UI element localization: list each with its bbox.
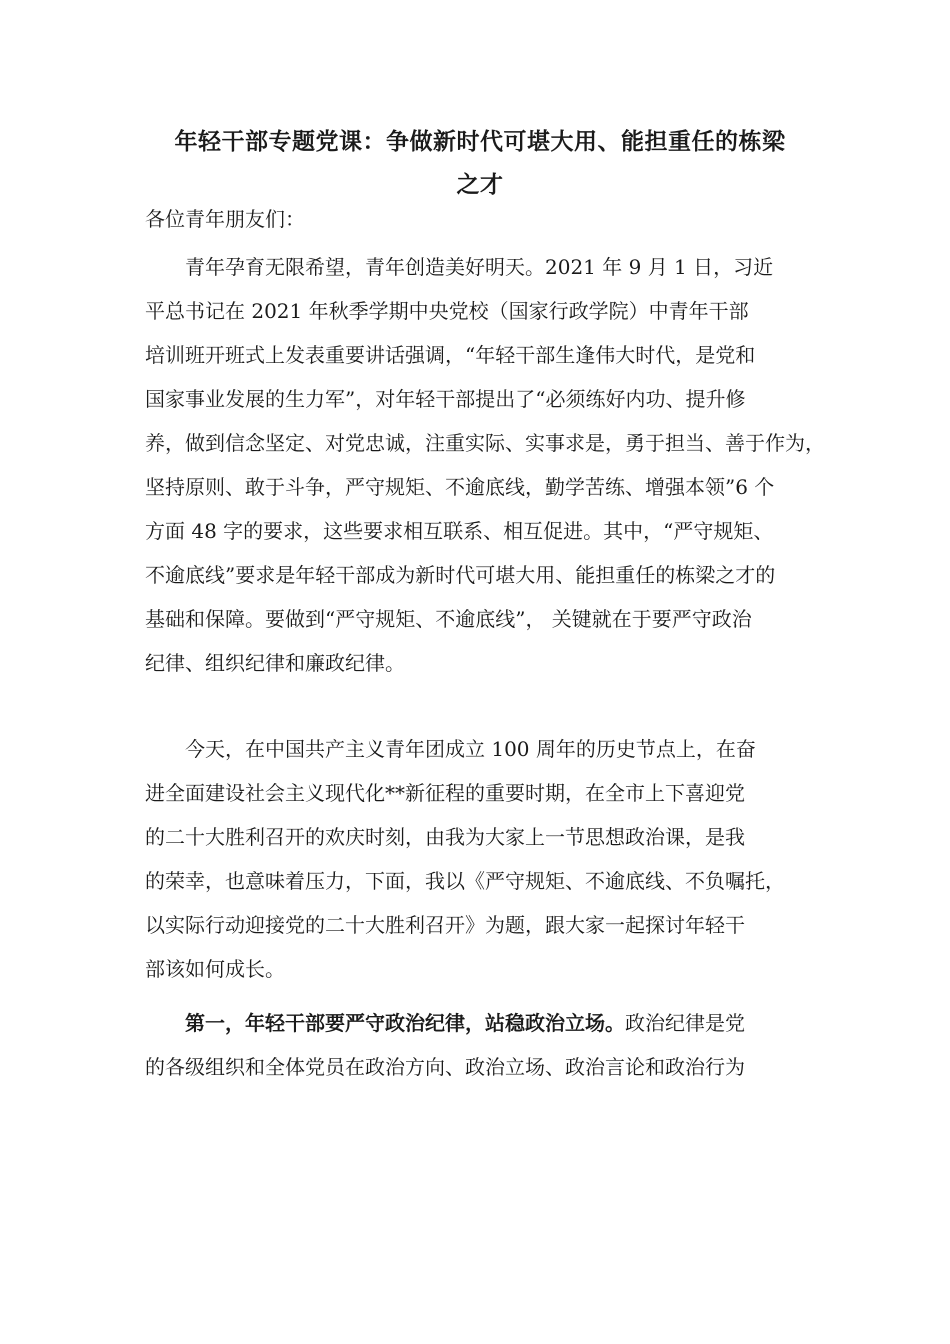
- document-title: [140, 120, 820, 206]
- paragraph-1-line: 国家事业发展的生力军”，对年轻干部提出了“必须练好内功、提升修: [145, 387, 746, 411]
- paragraph-1-line: 青年孕育无限希望，青年创造美好明天。2021 年 9 月 1 日，习近: [145, 255, 774, 279]
- paragraph-2-line: 的二十大胜利召开的欢庆时刻，由我为大家上一节思想政治课，是我: [145, 825, 745, 849]
- paragraph-2-line: 以实际行动迎接党的二十大胜利召开》为题，跟大家一起探讨年轻干: [145, 913, 745, 937]
- salutation: 各位青年朋友们：: [145, 207, 305, 231]
- paragraph-2-line: 的荣幸，也意味着压力，下面，我以《严守规矩、不逾底线、不负嘱托，: [145, 869, 785, 893]
- paragraph-1-line: 平总书记在 2021 年秋季学期中央党校（国家行政学院）中青年干部: [145, 299, 749, 323]
- paragraph-1: [145, 245, 835, 685]
- paragraph-2-line: 今天，在中国共产主义青年团成立 100 周年的历史节点上，在奋: [145, 737, 756, 761]
- paragraph-3-line: [145, 1001, 835, 1045]
- paragraph-2-line: 部该如何成长。: [145, 957, 285, 981]
- section-heading: 第一，年轻干部要严守政治纪律，站稳政治立场。: [145, 1011, 625, 1035]
- paragraph-1-line: 养，做到信念坚定、对党忠诚，注重实际、实事求是，勇于担当、善于作为，: [145, 431, 825, 455]
- paragraph-1-line: 培训班开班式上发表重要讲话强调，“年轻干部生逢伟大时代，是党和: [145, 343, 756, 367]
- paragraph-2: [145, 727, 835, 991]
- paragraph-1-line: 纪律、组织纪律和廉政纪律。: [145, 651, 405, 675]
- paragraph-3: [145, 1001, 835, 1089]
- paragraph-1-line: 坚持原则、敢于斗争，严守规矩、不逾底线，勤学苦练、增强本领”6 个: [145, 475, 775, 499]
- paragraph-1-line: 基础和保障。要做到“严守规矩、不逾底线”， 关键就在于要严守政治: [145, 607, 752, 631]
- paragraph-3-line: 的各级组织和全体党员在政治方向、政治立场、政治言论和政治行为: [145, 1055, 745, 1079]
- title-line-1: 年轻干部专题党课：争做新时代可堪大用、能担重任的栋梁: [174, 128, 786, 155]
- paragraph-3-text: 政治纪律是党: [625, 1011, 745, 1035]
- paragraph-2-line: 进全面建设社会主义现代化**新征程的重要时期，在全市上下喜迎党: [145, 781, 745, 805]
- title-line-2: 之才: [456, 171, 504, 198]
- paragraph-1-line: 不逾底线”要求是年轻干部成为新时代可堪大用、能担重任的栋梁之才的: [145, 563, 776, 587]
- paragraph-1-line: 方面 48 字的要求，这些要求相互联系、相互促进。其中，“严守规矩、: [145, 519, 774, 543]
